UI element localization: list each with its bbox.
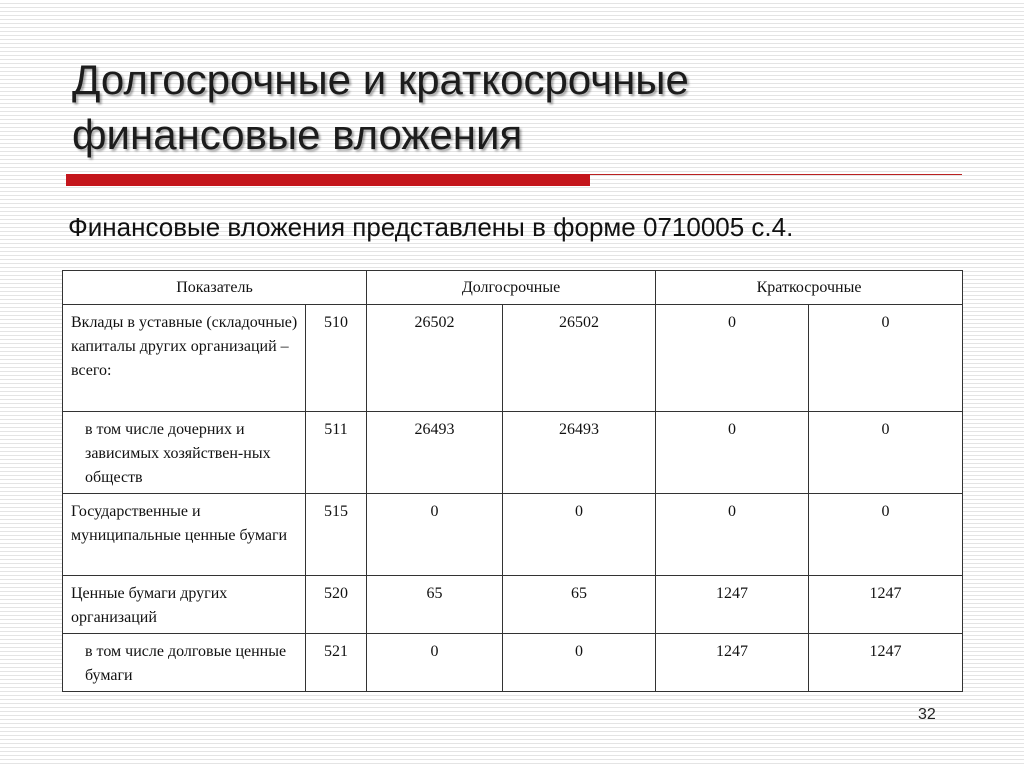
slide-title-line-2: финансовые вложения [72, 111, 523, 158]
row-label: в том числе долговые ценные бумаги [63, 634, 306, 692]
row-label: Ценные бумаги других организаций [63, 576, 306, 634]
slide-title [72, 52, 972, 162]
header-long-term: Долгосрочные [367, 271, 656, 305]
long-term-value-2: 65 [503, 576, 656, 634]
long-term-value-2: 0 [503, 634, 656, 692]
row-code: 521 [306, 634, 367, 692]
short-term-value-1: 1247 [656, 634, 809, 692]
row-label: Вклады в уставные (складочные) капиталы других организаций – всего: [63, 305, 306, 412]
header-short-term: Краткосрочные [656, 271, 963, 305]
row-label: Государственные и муниципальные ценные бумаги [63, 494, 306, 576]
page-number: 32 [918, 706, 936, 723]
financial-investments-table [62, 270, 963, 692]
short-term-value-2: 0 [809, 305, 963, 412]
table-row [63, 576, 963, 634]
short-term-value-2: 0 [809, 412, 963, 494]
table-row [63, 412, 963, 494]
table-row [63, 305, 963, 412]
short-term-value-2: 1247 [809, 576, 963, 634]
long-term-value-1: 65 [367, 576, 503, 634]
long-term-value-1: 0 [367, 494, 503, 576]
short-term-value-1: 0 [656, 305, 809, 412]
long-term-value-2: 0 [503, 494, 656, 576]
table-header-row [63, 271, 963, 305]
long-term-value-2: 26493 [503, 412, 656, 494]
title-divider-line [590, 174, 962, 175]
table-row [63, 634, 963, 692]
slide-title-line-1: Долгосрочные и краткосрочные [72, 56, 689, 103]
row-code: 511 [306, 412, 367, 494]
header-indicator: Показатель [63, 271, 367, 305]
short-term-value-2: 1247 [809, 634, 963, 692]
short-term-value-1: 0 [656, 412, 809, 494]
long-term-value-1: 26502 [367, 305, 503, 412]
long-term-value-1: 26493 [367, 412, 503, 494]
short-term-value-2: 0 [809, 494, 963, 576]
row-label: в том числе дочерних и зависимых хозяйствен-ных обществ [63, 412, 306, 494]
row-code: 515 [306, 494, 367, 576]
slide-subtitle: Финансовые вложения представлены в форме 0710005 с.4. [68, 212, 794, 242]
long-term-value-2: 26502 [503, 305, 656, 412]
row-code: 520 [306, 576, 367, 634]
title-accent-bar [66, 174, 590, 186]
short-term-value-1: 1247 [656, 576, 809, 634]
table-row [63, 494, 963, 576]
short-term-value-1: 0 [656, 494, 809, 576]
long-term-value-1: 0 [367, 634, 503, 692]
row-code: 510 [306, 305, 367, 412]
